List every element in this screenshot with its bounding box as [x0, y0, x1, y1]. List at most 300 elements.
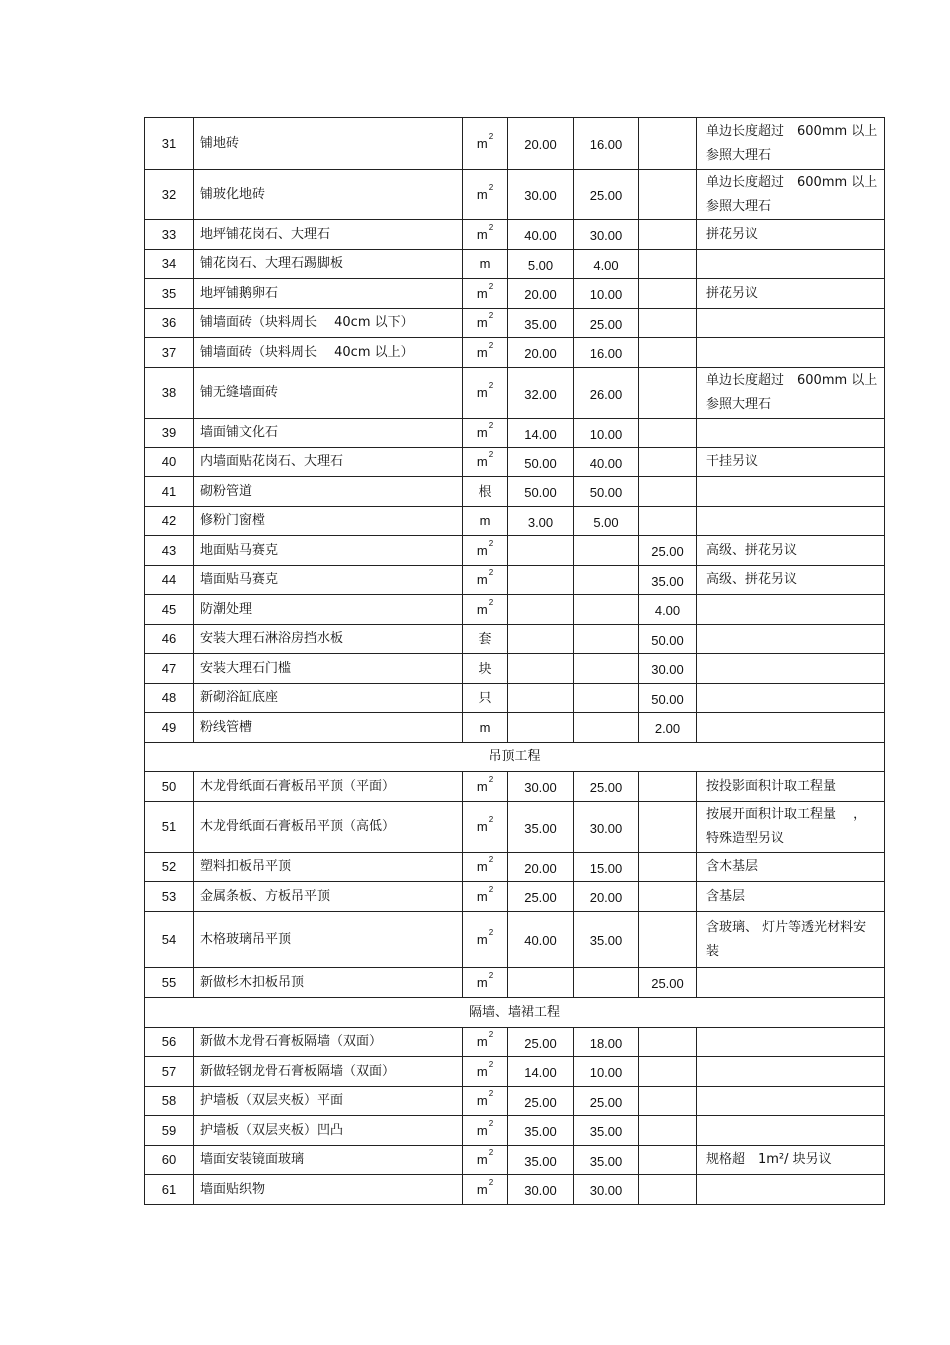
item-unit-cell: [463, 684, 508, 713]
price-a-cell: [508, 309, 574, 338]
price-b: 35.00: [589, 1153, 623, 1169]
item-name: 塑料扣板吊平顶: [200, 859, 292, 874]
item-unit-cell: [463, 419, 508, 448]
unit-exponent: 2: [488, 1030, 494, 1039]
price-b-cell: [574, 654, 639, 684]
price-a-cell: [508, 912, 574, 968]
item-number: 39: [161, 425, 177, 440]
price-b-cell: [574, 448, 639, 477]
price-b-cell: [574, 477, 639, 507]
item-note: 单边长度超过 600mm 以上参照大理石: [706, 373, 878, 412]
item-name: 墙面贴马赛克: [200, 572, 279, 587]
price-c-cell: [639, 507, 697, 536]
item-number-cell: [145, 368, 194, 419]
item-name-cell: [194, 853, 463, 882]
price-c-cell: [639, 1028, 697, 1057]
item-unit: m: [476, 1122, 488, 1138]
item-number-cell: [145, 566, 194, 595]
item-note-cell: [697, 1146, 885, 1175]
price-c: 4.00: [654, 603, 681, 618]
unit-exponent: 2: [488, 538, 494, 548]
unit-exponent: 2: [488, 597, 494, 607]
item-unit: m: [476, 344, 488, 360]
price-b-cell: [574, 279, 639, 309]
price-a-cell: [508, 1087, 574, 1116]
item-number: 45: [161, 601, 177, 617]
unit-exponent: 2: [488, 774, 494, 784]
item-unit: m: [479, 719, 491, 735]
item-name-cell: [194, 536, 463, 566]
price-c-cell: [639, 1175, 697, 1205]
item-unit: m: [479, 513, 491, 528]
unit-exponent: 2: [488, 1148, 494, 1157]
section-header-row: [145, 743, 885, 772]
item-name-cell: [194, 220, 463, 250]
price-a: 32.00: [524, 386, 557, 402]
item-name-cell: [194, 170, 463, 220]
price-a-cell: [508, 1175, 574, 1205]
item-unit-cell: [463, 368, 508, 419]
price-b: 30.00: [589, 1183, 623, 1198]
item-name: 墙面贴织物: [200, 1181, 266, 1197]
item-note: 含基层: [706, 888, 746, 904]
item-number: 33: [161, 226, 177, 242]
item-name: 地坪铺花岗石、大理石: [200, 226, 331, 242]
price-table: [144, 117, 885, 1205]
table-row: [145, 684, 885, 713]
item-number: 49: [161, 719, 177, 735]
item-name: 安装大理石淋浴房挡水板: [200, 631, 344, 646]
item-name-cell: [194, 802, 463, 853]
item-unit: m: [476, 135, 488, 151]
item-number-cell: [145, 1175, 194, 1205]
item-note-cell: [697, 1175, 885, 1205]
price-b: 10.00: [589, 287, 623, 302]
item-note: 按投影面积计取工程量: [706, 778, 837, 794]
table-row: [145, 448, 885, 477]
item-number: 36: [161, 315, 177, 330]
item-unit: m: [476, 186, 488, 202]
price-b-cell: [574, 853, 639, 882]
item-name-cell: [194, 338, 463, 368]
price-b-cell: [574, 968, 639, 998]
item-unit-cell: [463, 507, 508, 536]
item-note-cell: [697, 802, 885, 853]
item-unit-cell: [463, 170, 508, 220]
item-number-cell: [145, 170, 194, 220]
item-note-cell: [697, 882, 885, 912]
price-a-cell: [508, 1028, 574, 1057]
item-unit: m: [476, 888, 488, 904]
item-unit: m: [476, 285, 488, 301]
price-c: 25.00: [651, 544, 684, 559]
unit-exponent: 2: [488, 311, 494, 320]
item-note: 含木基层: [706, 859, 759, 874]
item-number: 58: [161, 1093, 177, 1108]
item-number: 51: [161, 819, 177, 834]
price-a-cell: [508, 477, 574, 507]
item-unit-cell: [463, 536, 508, 566]
item-name-cell: [194, 654, 463, 684]
item-unit-cell: [463, 1028, 508, 1057]
item-name-cell: [194, 595, 463, 625]
item-number-cell: [145, 684, 194, 713]
section-title: 隔墙、墙裙工程: [145, 998, 885, 1028]
item-note-cell: [697, 772, 885, 802]
price-a: 35.00: [524, 316, 557, 332]
price-b-cell: [574, 1057, 639, 1087]
item-number-cell: [145, 968, 194, 998]
item-note: 含玻璃、 灯片等透光材料安装: [706, 919, 867, 959]
price-a: 30.00: [524, 188, 557, 203]
unit-exponent: 2: [488, 131, 494, 141]
item-number-cell: [145, 279, 194, 309]
price-b: 50.00: [589, 485, 623, 500]
price-a-cell: [508, 566, 574, 595]
item-note-cell: [697, 684, 885, 713]
section-title: 吊顶工程: [145, 743, 885, 772]
item-unit: m: [476, 601, 488, 617]
price-a-cell: [508, 625, 574, 654]
item-name: 铺无缝墙面砖: [200, 385, 279, 400]
table-row: [145, 477, 885, 507]
item-number-cell: [145, 882, 194, 912]
item-unit-cell: [463, 654, 508, 684]
item-name: 粉线管槽: [200, 719, 253, 735]
price-b: 10.00: [589, 426, 623, 442]
item-number-cell: [145, 250, 194, 279]
table-row: [145, 170, 885, 220]
price-a-cell: [508, 654, 574, 684]
item-number: 41: [161, 483, 177, 499]
unit-exponent: 2: [488, 1177, 494, 1187]
item-name-cell: [194, 309, 463, 338]
unit-exponent: 2: [488, 1059, 494, 1069]
item-number: 59: [161, 1122, 177, 1138]
unit-exponent: 2: [488, 340, 494, 350]
item-unit: m: [476, 1063, 488, 1079]
item-number: 37: [161, 344, 177, 360]
price-c-cell: [639, 882, 697, 912]
item-name: 铺墙面砖（块料周长 40cm 以下）: [200, 315, 414, 330]
item-note-cell: [697, 507, 885, 536]
item-note-cell: [697, 368, 885, 419]
item-note-cell: [697, 477, 885, 507]
price-a: 20.00: [524, 287, 557, 302]
price-a: 14.00: [524, 1065, 557, 1080]
item-note: 拼花另议: [706, 285, 759, 301]
item-unit-cell: [463, 566, 508, 595]
item-name-cell: [194, 477, 463, 507]
unit-exponent: 2: [488, 815, 494, 824]
item-unit: m: [476, 931, 488, 947]
price-b-cell: [574, 338, 639, 368]
item-unit-cell: [463, 338, 508, 368]
item-number: 42: [161, 513, 177, 528]
price-a-cell: [508, 279, 574, 309]
item-name-cell: [194, 772, 463, 802]
item-name: 木格玻璃吊平顶: [200, 931, 292, 947]
item-note-cell: [697, 118, 885, 170]
item-note-cell: [697, 968, 885, 998]
item-number: 34: [161, 256, 177, 271]
item-unit: 只: [478, 690, 492, 705]
item-number: 61: [161, 1181, 177, 1197]
table-row: [145, 536, 885, 566]
item-unit-cell: [463, 595, 508, 625]
table-row: [145, 279, 885, 309]
item-name: 铺地砖: [200, 135, 240, 151]
price-c: 50.00: [651, 691, 684, 707]
price-b-cell: [574, 507, 639, 536]
item-name: 新做杉木扣板吊顶: [200, 974, 305, 990]
item-unit: m: [476, 425, 488, 440]
price-a-cell: [508, 1146, 574, 1175]
item-note-cell: [697, 309, 885, 338]
table-row: [145, 968, 885, 998]
price-b: 4.00: [593, 257, 619, 273]
table-row: [145, 419, 885, 448]
item-number: 31: [161, 135, 177, 151]
item-number: 52: [161, 859, 177, 874]
table-row: [145, 853, 885, 882]
price-b: 5.00: [593, 514, 619, 530]
table-row: [145, 882, 885, 912]
price-b: 20.00: [589, 890, 623, 905]
price-a-cell: [508, 220, 574, 250]
price-a: 20.00: [524, 137, 557, 152]
price-b: 25.00: [589, 780, 623, 795]
item-unit-cell: [463, 220, 508, 250]
price-b: 16.00: [589, 137, 623, 152]
item-unit-cell: [463, 625, 508, 654]
item-name: 新做轻钢龙骨石膏板隔墙（双面）: [200, 1063, 396, 1079]
price-a-cell: [508, 1057, 574, 1087]
price-a-cell: [508, 1116, 574, 1146]
price-a: 35.00: [524, 1124, 557, 1139]
item-name: 安装大理石门槛: [200, 660, 292, 676]
section-header-row: [145, 998, 885, 1028]
price-c-cell: [639, 477, 697, 507]
item-unit: m: [476, 1093, 488, 1108]
item-note-cell: [697, 338, 885, 368]
table-row: [145, 1146, 885, 1175]
table-row: [145, 507, 885, 536]
price-b-cell: [574, 118, 639, 170]
price-b-cell: [574, 625, 639, 654]
item-unit-cell: [463, 912, 508, 968]
item-name-cell: [194, 912, 463, 968]
unit-exponent: 2: [488, 855, 494, 864]
item-name: 新做木龙骨石膏板隔墙（双面）: [200, 1034, 383, 1049]
item-note: 高级、拼花另议: [706, 572, 798, 587]
item-number: 56: [161, 1034, 177, 1049]
price-c: 2.00: [654, 721, 681, 736]
item-name: 修粉门窗樘: [200, 513, 266, 528]
item-name-cell: [194, 713, 463, 743]
item-unit: m: [476, 778, 488, 794]
price-c: 50.00: [651, 632, 684, 648]
item-note-cell: [697, 419, 885, 448]
price-b: 10.00: [589, 1065, 623, 1080]
item-note: 按展开面积计取工程量 ，特殊造型另议: [706, 807, 867, 846]
item-name: 地面贴马赛克: [200, 542, 279, 558]
item-number: 40: [161, 454, 177, 469]
item-name: 木龙骨纸面石膏板吊平顶（平面）: [200, 778, 396, 794]
item-number: 38: [161, 385, 177, 400]
table-row: [145, 566, 885, 595]
item-name: 内墙面贴花岗石、大理石: [200, 454, 344, 469]
item-number-cell: [145, 1087, 194, 1116]
item-unit: m: [476, 819, 488, 834]
item-number: 60: [161, 1152, 177, 1167]
table-row: [145, 1057, 885, 1087]
item-note-cell: [697, 448, 885, 477]
price-b-cell: [574, 772, 639, 802]
price-b: 30.00: [589, 820, 623, 836]
price-c: 30.00: [651, 662, 684, 677]
table-row: [145, 1087, 885, 1116]
price-c-cell: [639, 536, 697, 566]
item-number: 47: [161, 660, 177, 676]
item-unit-cell: [463, 1057, 508, 1087]
unit-exponent: 2: [488, 1089, 494, 1098]
item-number-cell: [145, 448, 194, 477]
item-name: 铺花岗石、大理石踢脚板: [200, 256, 344, 271]
item-name-cell: [194, 250, 463, 279]
price-b-cell: [574, 220, 639, 250]
item-name: 护墙板（双层夹板）凹凸: [200, 1122, 344, 1138]
item-number-cell: [145, 625, 194, 654]
item-number-cell: [145, 1116, 194, 1146]
item-unit: m: [479, 256, 491, 271]
price-c-cell: [639, 968, 697, 998]
item-number: 48: [161, 690, 177, 705]
item-name-cell: [194, 684, 463, 713]
item-unit: m: [476, 1181, 488, 1197]
item-number-cell: [145, 309, 194, 338]
item-number-cell: [145, 477, 194, 507]
price-a: 25.00: [524, 1035, 557, 1051]
item-unit-cell: [463, 477, 508, 507]
item-name-cell: [194, 1087, 463, 1116]
item-unit-cell: [463, 853, 508, 882]
price-a: 5.00: [527, 257, 554, 273]
item-number: 50: [161, 778, 177, 794]
unit-exponent: 2: [488, 970, 494, 980]
price-c-cell: [639, 912, 697, 968]
table-row: [145, 595, 885, 625]
item-number: 32: [161, 186, 177, 202]
unit-exponent: 2: [488, 450, 494, 459]
price-c-cell: [639, 654, 697, 684]
unit-exponent: 2: [488, 927, 494, 937]
item-note: 规格超 1m²/ 块另议: [706, 1152, 832, 1167]
item-name-cell: [194, 368, 463, 419]
item-unit-cell: [463, 772, 508, 802]
item-note-cell: [697, 170, 885, 220]
price-a-cell: [508, 772, 574, 802]
price-c: 35.00: [651, 573, 684, 589]
price-b: 35.00: [589, 1124, 623, 1139]
item-note-cell: [697, 853, 885, 882]
price-b: 30.00: [589, 228, 623, 243]
price-c-cell: [639, 802, 697, 853]
item-number-cell: [145, 1028, 194, 1057]
price-b-cell: [574, 250, 639, 279]
item-note-cell: [697, 536, 885, 566]
price-a: 35.00: [524, 1153, 557, 1169]
price-a-cell: [508, 170, 574, 220]
item-unit-cell: [463, 1087, 508, 1116]
item-name: 新砌浴缸底座: [200, 690, 279, 705]
price-c-cell: [639, 338, 697, 368]
item-name: 铺墙面砖（块料周长 40cm 以上）: [200, 344, 414, 360]
item-number-cell: [145, 772, 194, 802]
unit-exponent: 2: [488, 568, 494, 577]
item-note-cell: [697, 566, 885, 595]
price-a: 50.00: [524, 485, 557, 500]
price-c-cell: [639, 1146, 697, 1175]
price-b-cell: [574, 1175, 639, 1205]
item-note-cell: [697, 1087, 885, 1116]
price-b: 25.00: [589, 1094, 623, 1110]
item-number: 44: [161, 572, 177, 587]
price-b-cell: [574, 1087, 639, 1116]
item-name: 地坪铺鹅卵石: [200, 285, 279, 301]
price-b-cell: [574, 309, 639, 338]
price-a-cell: [508, 338, 574, 368]
price-a-cell: [508, 968, 574, 998]
price-b: 15.00: [589, 860, 623, 876]
price-a-cell: [508, 419, 574, 448]
item-unit-cell: [463, 802, 508, 853]
item-number-cell: [145, 507, 194, 536]
price-b: 16.00: [589, 346, 623, 361]
item-number-cell: [145, 118, 194, 170]
price-b-cell: [574, 1116, 639, 1146]
price-c-cell: [639, 772, 697, 802]
item-note-cell: [697, 220, 885, 250]
item-unit: m: [476, 572, 488, 587]
item-name: 墙面安装镜面玻璃: [200, 1152, 305, 1167]
table-row: [145, 654, 885, 684]
item-unit-cell: [463, 250, 508, 279]
item-unit-cell: [463, 279, 508, 309]
price-a-cell: [508, 250, 574, 279]
item-note-cell: [697, 250, 885, 279]
item-number-cell: [145, 654, 194, 684]
unit-exponent: 2: [488, 281, 494, 291]
price-c-cell: [639, 684, 697, 713]
price-c-cell: [639, 448, 697, 477]
price-c-cell: [639, 118, 697, 170]
table-row: [145, 772, 885, 802]
price-a-cell: [508, 882, 574, 912]
price-a-cell: [508, 118, 574, 170]
item-name-cell: [194, 968, 463, 998]
item-number-cell: [145, 713, 194, 743]
item-note-cell: [697, 654, 885, 684]
item-name: 砌粉管道: [200, 483, 253, 499]
price-a-cell: [508, 802, 574, 853]
price-a: 20.00: [524, 860, 557, 876]
item-unit-cell: [463, 1175, 508, 1205]
item-number-cell: [145, 1057, 194, 1087]
price-b-cell: [574, 882, 639, 912]
price-a-cell: [508, 595, 574, 625]
price-b-cell: [574, 368, 639, 419]
